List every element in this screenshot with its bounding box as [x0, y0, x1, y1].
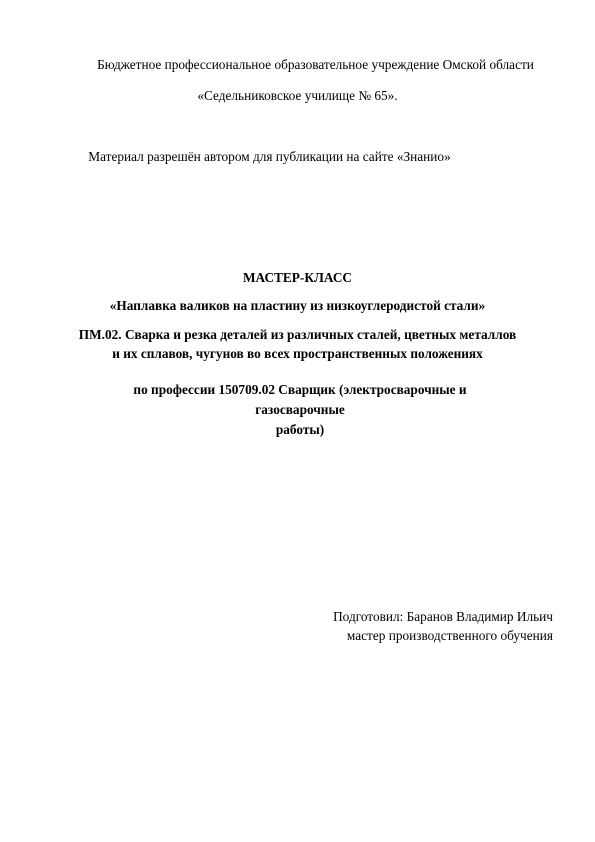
author-name: Подготовил: Баранов Владимир Ильич: [333, 609, 553, 624]
module-line-2: и их сплавов, чугунов во всех пространственных положениях: [112, 346, 483, 361]
module-line-1: ПМ.02. Сварка и резка деталей из различных сталей, цветных металлов: [78, 327, 517, 342]
author-block: [253, 607, 553, 645]
profession-description: [90, 380, 510, 440]
document-topic: «Наплавка валиков на пластину из низкоуглеродистой стали»: [109, 298, 486, 313]
school-name: «Седельниковское училище № 65».: [197, 88, 398, 103]
profession-line-1: по профессии 150709.02 Сварщик (электросварочные и газосварочные: [133, 382, 467, 417]
module-description: [40, 325, 555, 363]
author-position: мастер производственного обучения: [346, 628, 553, 643]
document-type-title: МАСТЕР-КЛАСС: [242, 270, 353, 285]
organization-name: Бюджетное профессиональное образовательное учреждение Омской области: [97, 57, 534, 72]
permission-note: Материал разрешён автором для публикации на сайте «Знанио»: [88, 149, 451, 164]
profession-line-2: работы): [275, 422, 325, 437]
